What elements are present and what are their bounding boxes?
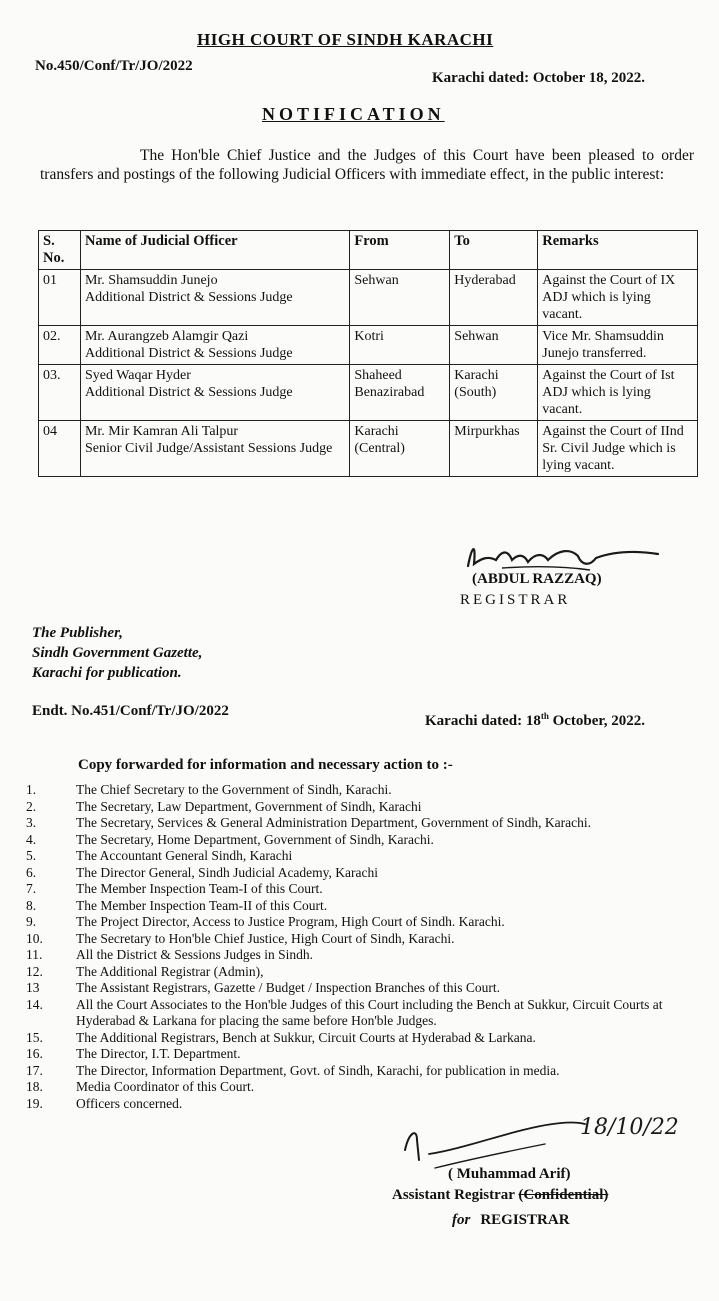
endorsement-date-prefix: Karachi dated: 18: [425, 713, 541, 729]
cell-from: Sehwan: [350, 270, 450, 326]
officer-designation: Senior Civil Judge/Assistant Sessions Judge: [84, 441, 333, 456]
cell-remarks: Against the Court of IX ADJ which is lying vacant.: [538, 270, 698, 326]
assistant-for-registrar: [452, 1212, 570, 1229]
endorsement-date: [425, 711, 645, 730]
copy-forwarded-heading: Copy forwarded for information and necessary action to :-: [78, 757, 453, 773]
list-item-number: 3.: [26, 815, 37, 830]
endorsement-date-sup: th: [540, 711, 549, 721]
list-item-text: The Secretary, Law Department, Government of Sindh, Karachi: [76, 798, 422, 814]
cell-to: Hyderabad: [450, 270, 538, 326]
cell-officer: [80, 421, 349, 477]
table-row: [39, 326, 698, 365]
list-item-text: Media Coordinator of this Court.: [76, 1079, 255, 1094]
assistant-title: [392, 1187, 608, 1204]
list-item: [20, 1079, 690, 1096]
cell-from: Shaheed Benazirabad: [350, 365, 450, 421]
list-item-number: 11.: [26, 947, 43, 962]
list-item-text: The Member Inspection Team-II of this Court.: [76, 897, 328, 913]
list-item-number: 6.: [26, 864, 37, 880]
publisher-line: Sindh Government Gazette,: [32, 645, 203, 661]
for-word: for: [452, 1212, 471, 1228]
assistant-title-struck: (Confidential): [518, 1187, 609, 1203]
list-item-text: The Additional Registrars, Bench at Sukkur, Circuit Courts at Hyderabad & Larkana.: [76, 1029, 536, 1045]
cell-sno: 04: [39, 421, 81, 477]
list-item-text: The Director General, Sindh Judicial Academy, Karachi: [76, 864, 379, 880]
list-item-text: The Member Inspection Team-I of this Court.: [76, 881, 323, 896]
list-item-text: The Additional Registrar (Admin),: [76, 963, 264, 979]
list-item: [20, 782, 690, 799]
list-item-text: The Director, Information Department, Govt. of Sindh, Karachi, for publication in media.: [76, 1062, 560, 1078]
list-item-text: The Accountant General Sindh, Karachi: [76, 848, 293, 863]
list-item: [20, 848, 690, 865]
header-remarks: Remarks: [538, 231, 698, 270]
notification-heading: NOTIFICATION: [262, 104, 445, 124]
list-item: [20, 881, 690, 898]
header-to: To: [450, 231, 538, 270]
list-item: [20, 865, 690, 882]
intro-paragraph: [40, 146, 694, 184]
publisher-block: [32, 623, 202, 683]
cell-remarks: Vice Mr. Shamsuddin Junejo transferred.: [538, 326, 698, 365]
list-item-number: 7.: [26, 881, 37, 896]
table-row: [39, 365, 698, 421]
list-item-text: The Director, I.T. Department.: [76, 1046, 241, 1061]
list-item: [20, 1046, 690, 1063]
assistant-title-text: Assistant Registrar: [392, 1187, 519, 1203]
list-item-number: 2.: [26, 798, 37, 814]
for-registrar: REGISTRAR: [480, 1212, 570, 1228]
list-item-number: 10.: [26, 930, 43, 946]
table-row: [39, 421, 698, 477]
cell-to: Sehwan: [450, 326, 538, 365]
list-item-number: 14.: [26, 996, 43, 1012]
cell-sno: 02.: [39, 326, 81, 365]
list-item: [20, 799, 690, 816]
publisher-line: The Publisher,: [32, 625, 123, 641]
officer-designation: Additional District & Sessions Judge: [84, 385, 293, 400]
cell-sno: 03.: [39, 365, 81, 421]
list-item-number: 9.: [26, 914, 37, 929]
table-header-row: [39, 231, 698, 270]
list-item: [20, 964, 690, 981]
list-item: [20, 832, 690, 849]
postings-table: [38, 230, 698, 477]
cell-to: Karachi (South): [450, 365, 538, 421]
list-item: [20, 947, 690, 964]
assistant-name: ( Muhammad Arif): [448, 1166, 571, 1182]
list-item: [20, 898, 690, 915]
table-row: [39, 270, 698, 326]
officer-designation: Additional District & Sessions Judge: [84, 346, 293, 361]
list-item-number: 18.: [26, 1079, 43, 1094]
reference-number: No.450/Conf/Tr/JO/2022: [35, 58, 193, 74]
list-item-number: 8.: [26, 897, 37, 913]
officer-name: Mr. Shamsuddin Junejo: [84, 273, 218, 288]
list-item-number: 12.: [26, 963, 43, 979]
header-sno: S. No.: [39, 231, 81, 270]
list-item-text: The Assistant Registrars, Gazette / Budget / Inspection Branches of this Court.: [76, 980, 501, 995]
list-item-text: All the District & Sessions Judges in Sindh.: [76, 947, 314, 962]
list-item-text: The Secretary to Hon'ble Chief Justice, High Court of Sindh, Karachi.: [76, 930, 455, 946]
registrar-title: REGISTRAR: [460, 592, 571, 608]
cell-from: Karachi (Central): [350, 421, 450, 477]
endorsement-date-suffix: October, 2022.: [548, 713, 645, 729]
cell-from: Kotri: [350, 326, 450, 365]
list-item: [20, 1063, 690, 1080]
court-title: HIGH COURT OF SINDH KARACHI: [197, 30, 494, 49]
cell-remarks: Against the Court of Ist ADJ which is lying vacant.: [538, 365, 698, 421]
registrar-name: (ABDUL RAZZAQ): [472, 571, 602, 587]
list-item-text: All the Court Associates to the Hon'ble Judges of this Court including the Bench at Sukkur, Circuit Courts at Hyderabad & Larkana for placing the same before Hon'ble Judges.: [76, 996, 663, 1028]
list-item: [20, 931, 690, 948]
list-item-number: 1.: [26, 782, 37, 797]
list-item-number: 4.: [26, 831, 37, 847]
list-item: [20, 980, 690, 997]
list-item-number: 16.: [26, 1046, 43, 1061]
cell-remarks: Against the Court of IInd Sr. Civil Judge which is lying vacant.: [538, 421, 698, 477]
list-item-text: Officers concerned.: [76, 1095, 183, 1111]
cell-officer: [80, 365, 349, 421]
list-item-text: The Secretary, Home Department, Government of Sindh, Karachi.: [76, 831, 434, 847]
publisher-line: Karachi for publication.: [32, 665, 182, 681]
list-item: [20, 914, 690, 931]
list-item: [20, 997, 690, 1030]
officer-name: Mr. Aurangzeb Alamgir Qazi: [84, 329, 249, 344]
list-item-number: 15.: [26, 1029, 43, 1045]
list-item: [20, 1030, 690, 1047]
cell-officer: [80, 270, 349, 326]
notification-date: Karachi dated: October 18, 2022.: [432, 70, 646, 86]
list-item-text: The Chief Secretary to the Government of Sindh, Karachi.: [76, 782, 392, 797]
header-name: Name of Judicial Officer: [80, 231, 349, 270]
list-item-text: The Project Director, Access to Justice Program, High Court of Sindh. Karachi.: [76, 914, 505, 929]
officer-name: Mr. Mir Kamran Ali Talpur: [84, 424, 239, 439]
officer-designation: Additional District & Sessions Judge: [84, 290, 293, 305]
assistant-signature: [395, 1110, 695, 1172]
copy-list: [20, 782, 690, 1112]
cell-sno: 01: [39, 270, 81, 326]
intro-text: The Hon'ble Chief Justice and the Judges of this Court have been pleased to order transfers and postings of the following Judicial Officers with immediate effect, in the public interest:: [40, 147, 694, 183]
list-item-text: The Secretary, Services & General Administration Department, Government of Sindh, Karachi.: [76, 815, 591, 830]
officer-name: Syed Waqar Hyder: [84, 368, 191, 383]
list-item-number: 17.: [26, 1062, 43, 1078]
list-item-number: 5.: [26, 848, 37, 863]
header-from: From: [350, 231, 450, 270]
endorsement-number: Endt. No.451/Conf/Tr/JO/2022: [32, 703, 229, 719]
cell-officer: [80, 326, 349, 365]
cell-to: Mirpurkhas: [450, 421, 538, 477]
list-item-number: 19.: [26, 1095, 43, 1111]
list-item-number: 13: [26, 980, 40, 995]
signature-date: 18/10/22: [580, 1115, 679, 1140]
list-item: [20, 815, 690, 832]
